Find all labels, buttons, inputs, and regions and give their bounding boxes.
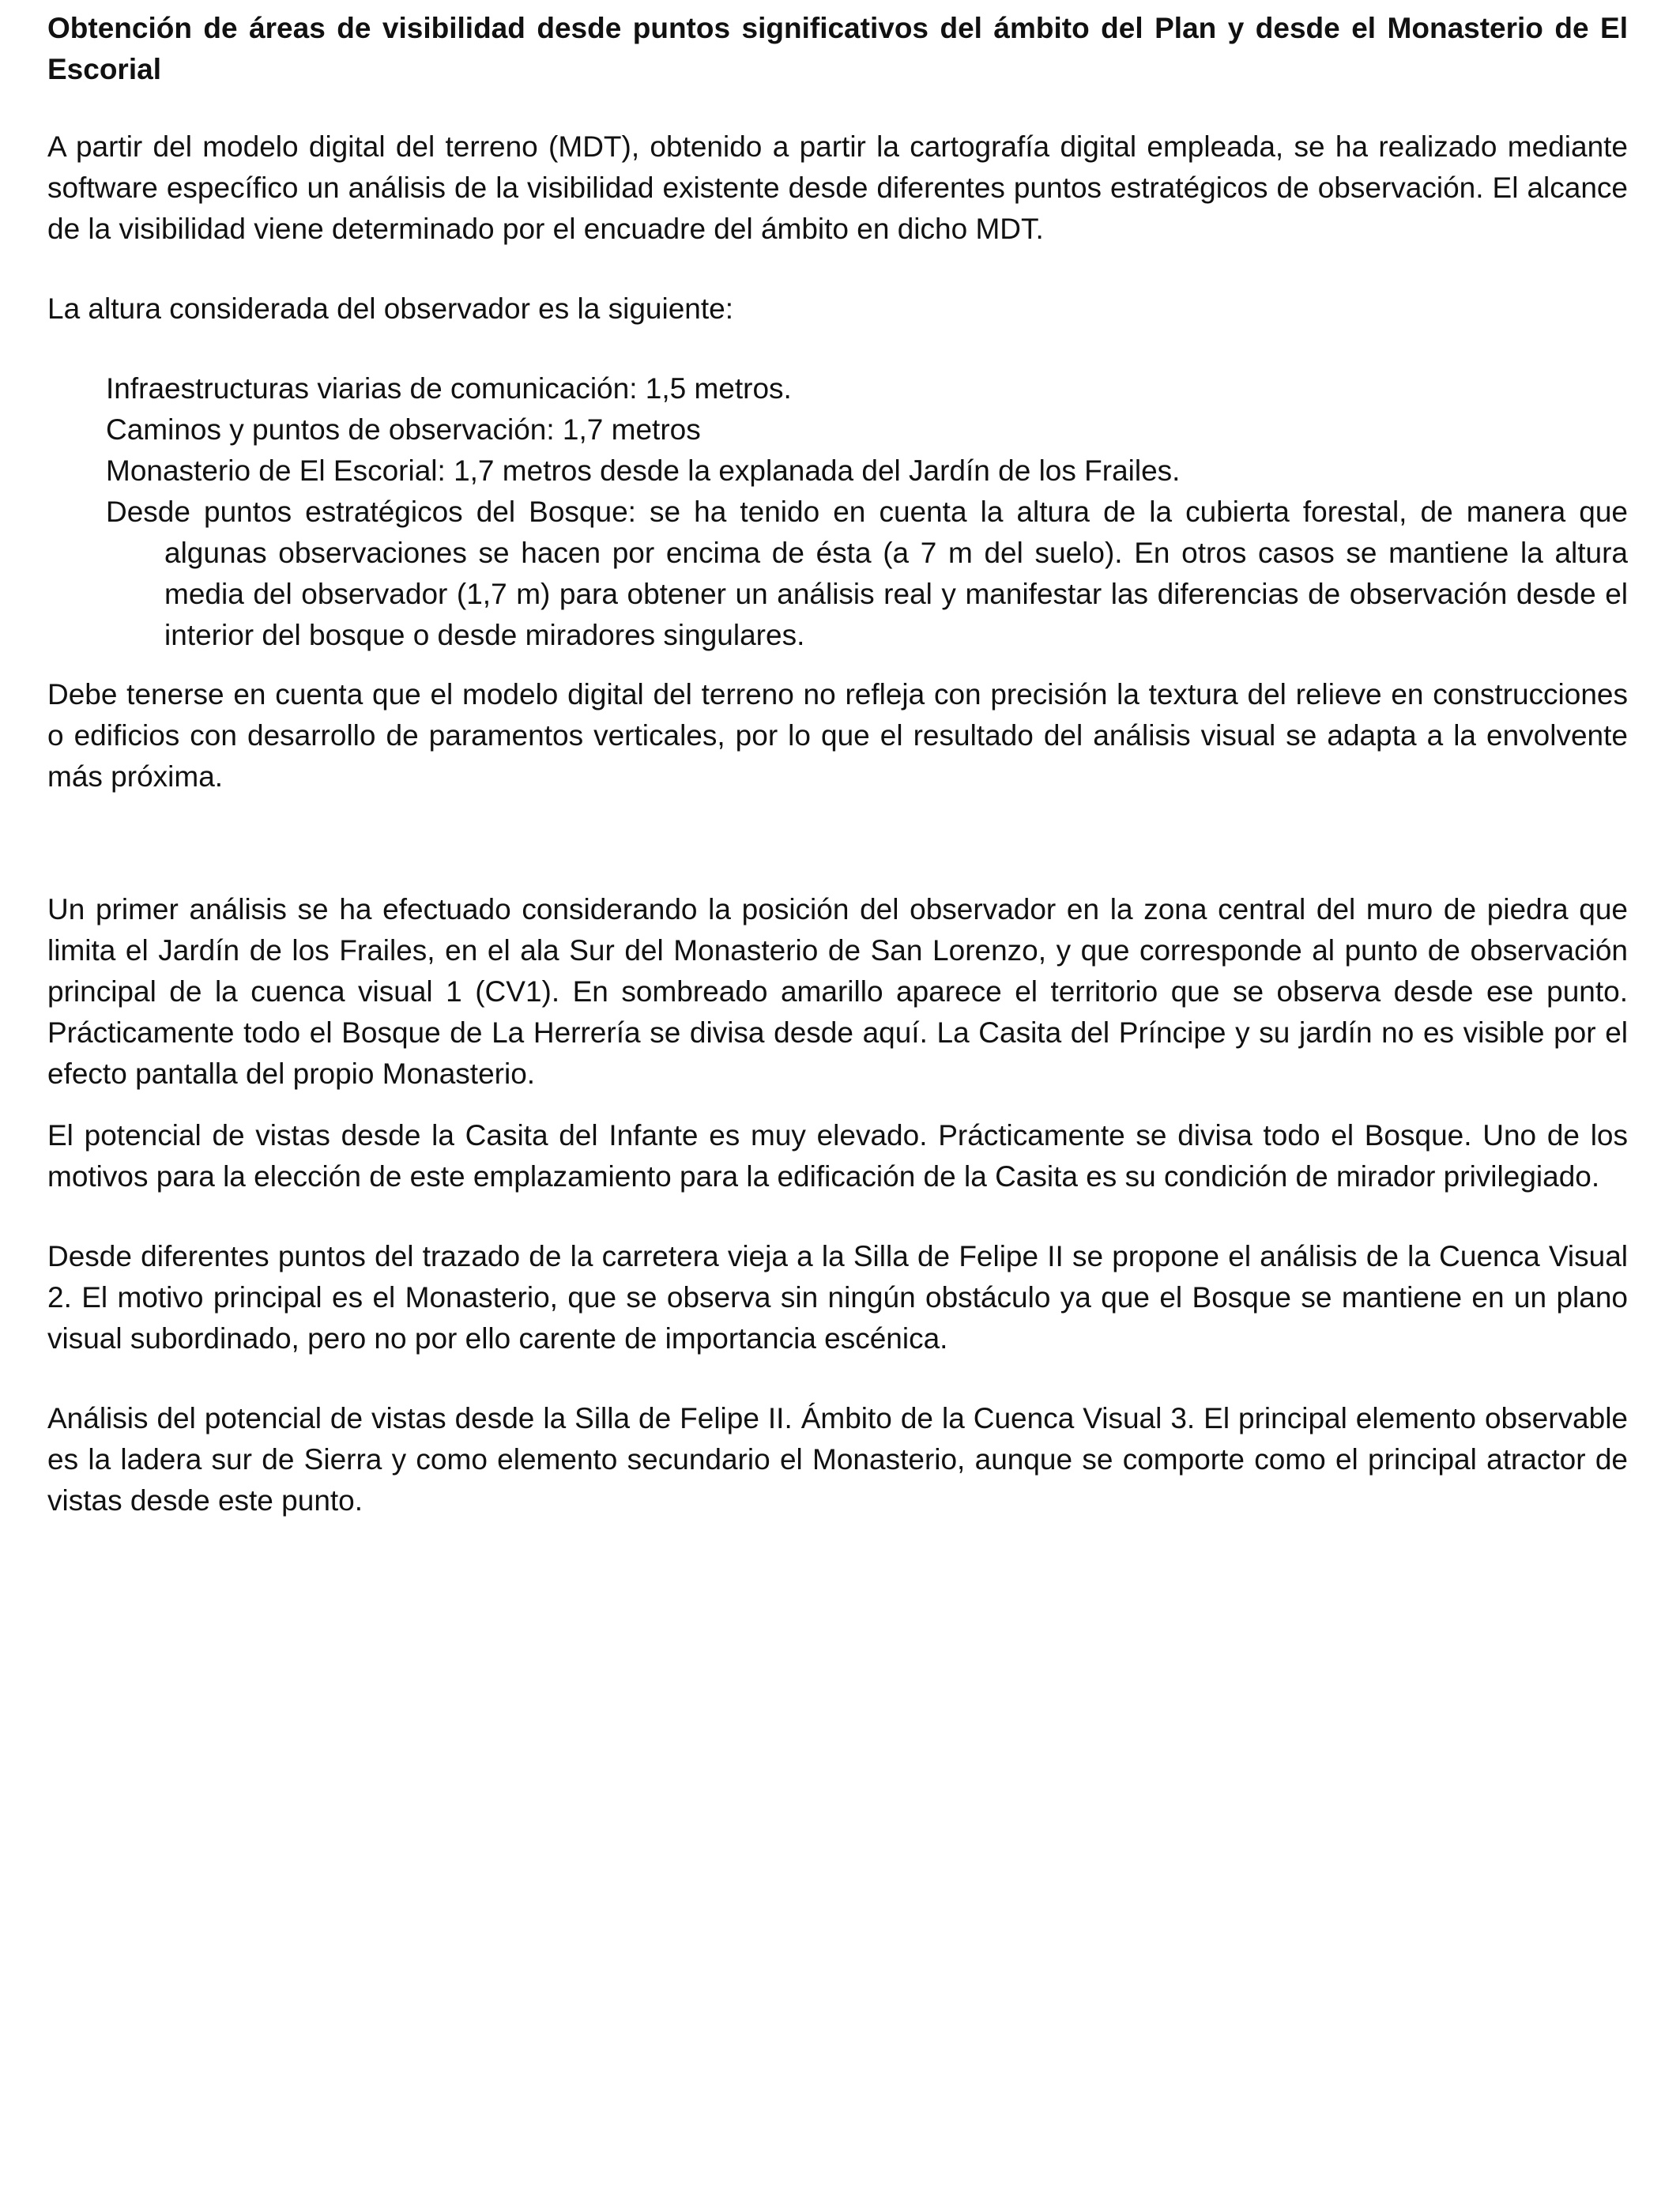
list-item: Monasterio de El Escorial: 1,7 metros desde la explanada del Jardín de los Frailes.: [106, 454, 1181, 487]
casita-paragraph: El potencial de vistas desde la Casita del Infante es muy elevado. Prácticamente se divisa todo el Bosque. Uno de los motivos para la elección de este emplazamiento para la edificación de la Casita es su condición de mirador privilegiado.: [47, 1119, 1628, 1193]
mdt-note-paragraph: Debe tenerse en cuenta que el modelo digital del terreno no refleja con precisión la textura del relieve en construcciones o edificios con desarrollo de paramentos verticales, por lo que el resultado del análisis visual se adapta a la envolvente más próxima.: [47, 678, 1628, 793]
list-item: Caminos y puntos de observación: 1,7 metros: [106, 413, 701, 446]
document-page: [47, 8, 1628, 1521]
height-intro-paragraph: La altura considerada del observador es la siguiente:: [47, 292, 734, 325]
cv2-paragraph: Desde diferentes puntos del trazado de la carretera vieja a la Silla de Felipe II se propone el análisis de la Cuenca Visual 2. El motivo principal es el Monasterio, que se observa sin ningún obstáculo ya que el Bosque se mantiene en un plano visual subordinado, pero no por ello carente de importancia escénica.: [47, 1240, 1628, 1355]
list-item: Infraestructuras viarias de comunicación: 1,5 metros.: [106, 372, 792, 405]
intro-paragraph: A partir del modelo digital del terreno (MDT), obtenido a partir la cartografía digital empleada, se ha realizado mediante software específico un análisis de la visibilidad existente desde diferentes puntos estratégicos de observación. El alcance de la visibilidad viene determinado por el encuadre del ámbito en dicho MDT.: [47, 130, 1628, 245]
cv1-paragraph: Un primer análisis se ha efectuado considerando la posición del observador en la zona central del muro de piedra que limita el Jardín de los Frailes, en el ala Sur del Monasterio de San Lorenzo, y que corresponde al punto de observación principal de la cuenca visual 1 (CV1). En sombreado amarillo aparece el territorio que se observa desde ese punto. Prácticamente todo el Bosque de La Herrería se divisa desde aquí. La Casita del Príncipe y su jardín no es visible por el efecto pantalla del propio Monasterio.: [47, 893, 1628, 1090]
list-item: Desde puntos estratégicos del Bosque: se ha tenido en cuenta la altura de la cubierta forestal, de manera que algunas observaciones se hacen por encima de ésta (a 7 m del suelo). En otros casos se mantiene la altura media del observador (1,7 m) para obtener un análisis real y manifestar las diferencias de observación desde el interior del bosque o desde miradores singulares.: [106, 496, 1628, 651]
observer-heights-list: [47, 368, 1628, 656]
cv3-paragraph: Análisis del potencial de vistas desde la Silla de Felipe II. Ámbito de la Cuenca Visual 3. El principal elemento observable es la ladera sur de Sierra y como elemento secundario el Monasterio, aunque se comporte como el principal atractor de vistas desde este punto.: [47, 1402, 1628, 1517]
section-heading: Obtención de áreas de visibilidad desde puntos significativos del ámbito del Plan y desde el Monasterio de El Escorial: [47, 12, 1628, 85]
